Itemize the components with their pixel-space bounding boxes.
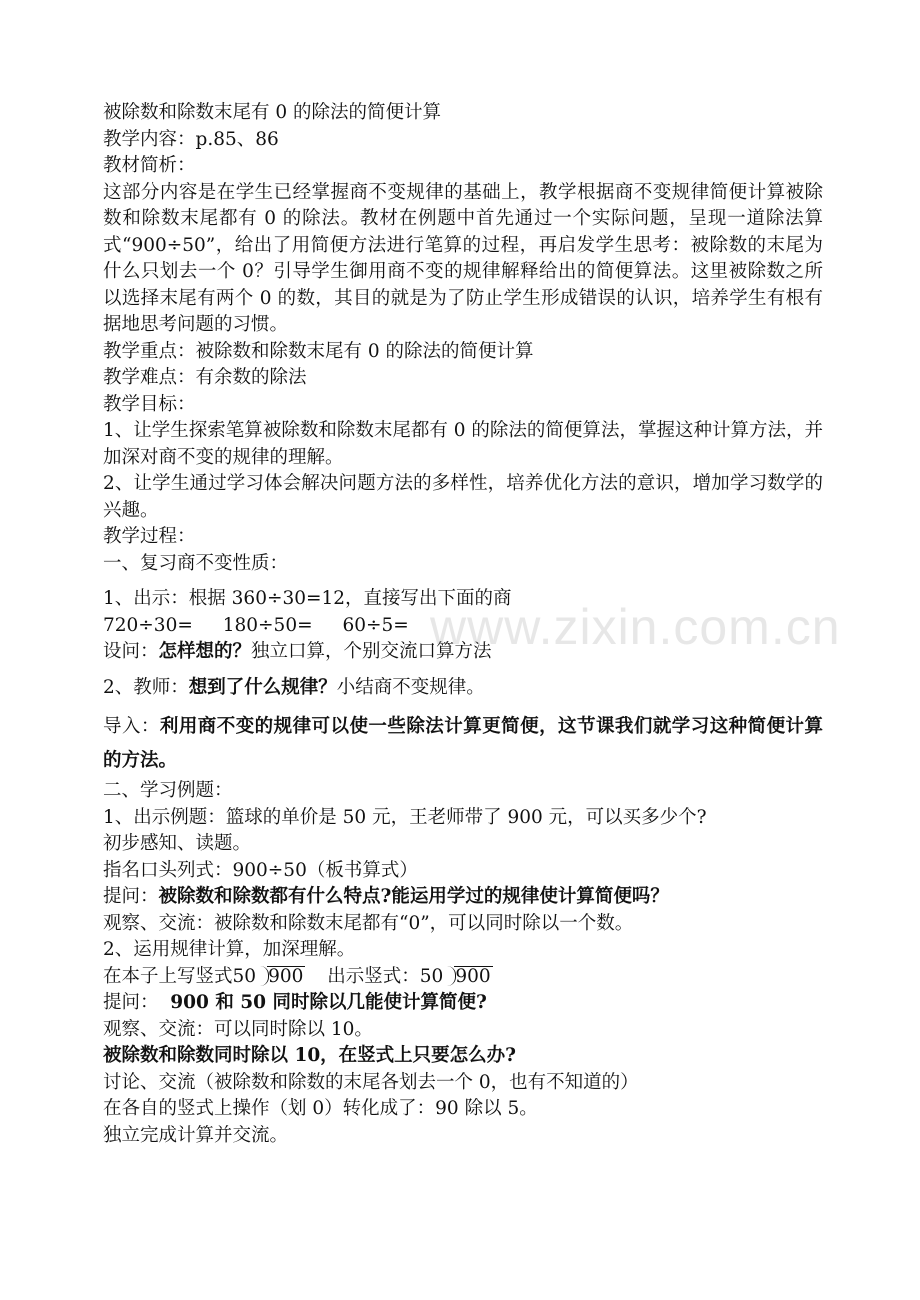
bold-question-line: 被除数和除数同时除以 10，在竖式上只要怎么办? [103,1045,517,1066]
show-1-line: 1、出示：根据 360÷30=12，直接写出下面的商 [103,588,512,609]
content-line: 教学内容：p.85、86 [103,128,279,150]
key-point-line: 教学重点：被除数和除数末尾有 0 的除法的简便计算 [103,340,534,362]
exercise-1: 720÷30= [103,614,193,636]
perceive-line: 初步感知、读题。 [103,833,252,854]
goal-2: 2、让学生通过学习体会解决问题方法的多样性，培养优化方法的意识，增加学习数学的兴趣。 [103,473,823,521]
long-division-b: 900 [445,964,492,991]
analysis-heading: 教材简析： [103,155,196,176]
goal-1: 1、让学生探索笔算被除数和除数末尾都有 0 的除法的简便算法，掌握这种计算方法，并加深对商不变的规律的理解。 [103,420,823,468]
difficulty-line: 教学难点：有余数的除法 [103,367,307,388]
long-division-a: 900 [258,964,305,991]
finish-line: 独立完成计算并交流。 [103,1124,289,1146]
teacher-2-line: 2、教师：想到了什么规律？小结商不变规律。 [103,676,485,698]
observe-1-line: 观察、交流：被除数和除数末尾都有“0”，可以同时除以一个数。 [103,912,634,934]
watermark: www.zixin.com.cn [430,599,841,655]
oral-line: 指名口头列式：900÷50（板书算式） [103,859,418,881]
apply-line: 2、运用规律计算，加深理解。 [103,939,356,960]
analysis-paragraph: 这部分内容是在学生已经掌握商不变规律的基础上，教学根据商不变规律简便计算被除数和除数末尾都有 0 的除法。教材在例题中首先通过一个实际问题，呈现一道除法算式“900÷50”，给出了用简便方法进行笔算的过程，再启发学生思考：被除数的末尾为什么只划去一个 0？引导学生御用商不变的规律解释给出的简便算法。这里被除数之所以选择末尾有两个 0 的数，其目的就是为了防止学生形成错误的认识，培养学生有根有据地思考问题的习惯。 [103,181,823,335]
divisor-a: 50 [232,965,257,987]
example-1-line: 1、出示例题：篮球的单价是 50 元，王老师带了 900 元，可以买多少个? [103,806,707,828]
example-heading: 二、学习例题： [103,780,233,801]
goals-heading: 教学目标： [103,393,196,415]
ask-2-line: 提问： 900 和 50 同时除以几能使计算简便? [103,992,487,1013]
divisor-b: 50 [419,965,444,987]
question-1-line: 设问：怎样想的？独立口算，个别交流口算方法 [103,641,492,662]
discuss-line: 讨论、交流（被除数和除数的末尾各划去一个 0，也有不知道的） [103,1071,639,1093]
operate-line: 在各自的竖式上操作（划 0）转化成了：90 除以 5。 [103,1098,538,1119]
exercises-line [103,613,823,640]
intro-paragraph: 导入：利用商不变的规律可以使一些除法计算更简便，这节课我们就学习这种简便计算的方法。 [103,716,823,771]
exercise-3: 60÷5= [342,614,409,636]
ask-1-line: 提问：被除数和除数都有什么特点?能运用学过的规律使计算简便吗？ [103,886,669,907]
lesson-plan-document [103,100,823,1149]
document-title: 被除数和除数末尾有 0 的除法的简便计算 [103,102,442,123]
observe-2-line: 观察、交流：可以同时除以 10。 [103,1018,373,1040]
exercise-2: 180÷50= [222,614,313,636]
review-heading: 一、复习商不变性质： [103,552,289,574]
vertical-division-line: 在本子上写竖式50 900 出示竖式：50 900 [103,964,823,991]
process-heading: 教学过程： [103,526,196,547]
